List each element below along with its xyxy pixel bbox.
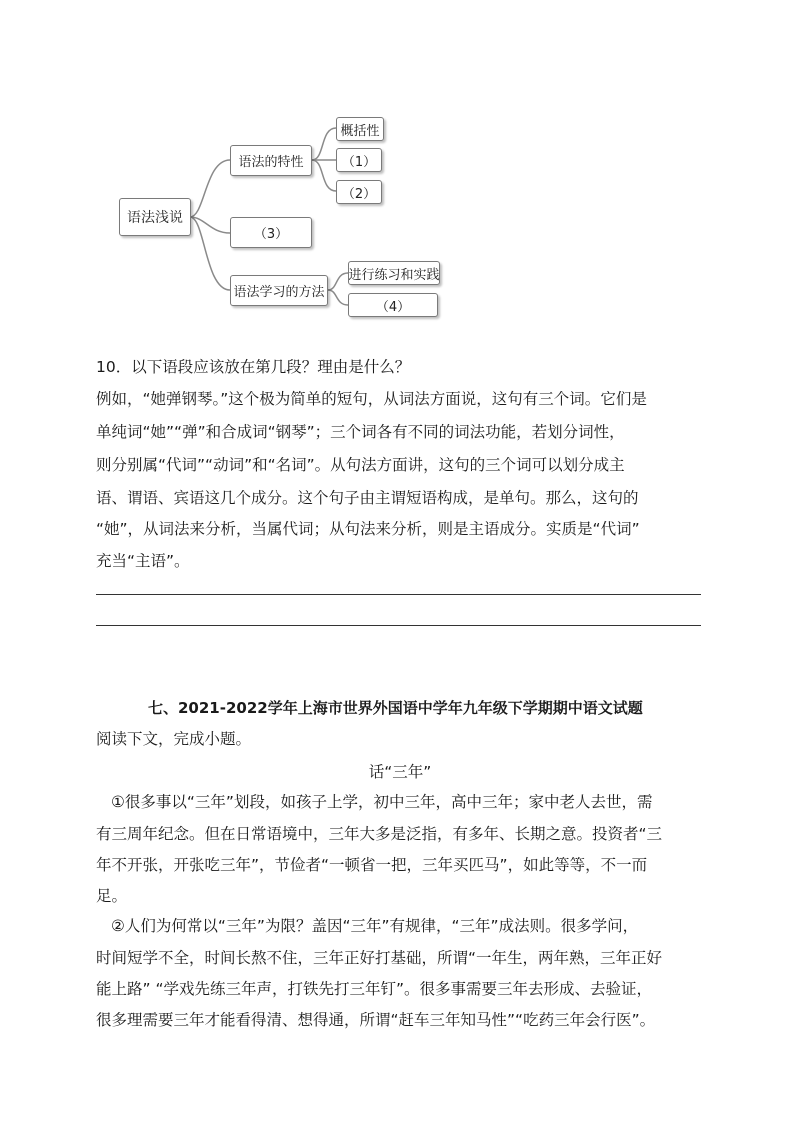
connector-root-branch1 [190, 160, 230, 217]
article-line: ②人们为何常以“三年”为限？盖因“三年”有规律，“三年”成法则。很多学问， [111, 917, 639, 935]
mindmap-branch2-node: （3） [230, 217, 312, 248]
connector-root-branch2 [190, 217, 230, 233]
mindmap-branch3-child-1: 进行练习和实践 [348, 261, 440, 285]
section-7-instruction: 阅读下文，完成小题。 [96, 730, 252, 748]
connector-b3-c1 [328, 273, 348, 290]
passage-line: 语、谓语、宾语这几个成分。这个句子由主谓短语构成，是单句。那么，这句的 [96, 489, 639, 507]
article-title: 话“三年” [368, 763, 432, 781]
answer-line-1 [96, 594, 701, 595]
connector-b1-c3 [312, 160, 336, 191]
connector-b1-c1 [312, 128, 336, 160]
article-line: 很多理需要三年才能看得清、想得通，所谓“赶车三年知马性”“吃药三年会行医”。 [96, 1011, 656, 1029]
question-10-prompt: 10．以下语段应该放在第几段？理由是什么？ [96, 358, 411, 376]
article-line: 能上路” “学戏先练三年声，打铁先打三年钉”。很多事需要三年去形成、去验证， [96, 980, 653, 998]
section-7-title: 七、2021-2022学年上海市世界外国语中学年九年级下学期期中语文试题 [148, 699, 643, 717]
answer-line-2 [96, 625, 701, 626]
mindmap-root-node: 语法浅说 [119, 198, 191, 236]
mindmap-branch1-child-3: （2） [336, 180, 382, 204]
mindmap-branch3-child-2: （4） [348, 293, 438, 317]
passage-line: 单纯词“她”“弹”和合成词“钢琴”；三个词各有不同的词法功能，若划分词性， [96, 423, 625, 441]
passage-line: “她”，从词法来分析，当属代词；从句法来分析，则是主语成分。实质是“代词” [96, 520, 640, 538]
mindmap-diagram [0, 0, 800, 340]
mindmap-branch1-child-2: （1） [336, 148, 382, 172]
passage-line: 则分别属“代词”“动词”和“名词”。从句法方面讲，这句的三个词可以划分成主 [96, 456, 625, 474]
mindmap-branch3-node: 语法学习的方法 [230, 275, 328, 306]
article-line: 足。 [96, 887, 128, 905]
connector-root-branch3 [190, 217, 230, 290]
mindmap-branch1-node: 语法的特性 [230, 145, 312, 176]
connector-b3-c2 [328, 290, 348, 305]
mindmap-branch1-child-1: 概括性 [336, 117, 384, 141]
passage-line: 例如，“她弹钢琴。”这个极为简单的短句，从词法方面说，这句有三个词。它们是 [96, 390, 647, 408]
article-line: 有三周年纪念。但在日常语境中，三年大多是泛指，有多年、长期之意。投资者“三 [96, 825, 663, 843]
mindmap-connectors [0, 0, 800, 340]
passage-line: 充当“主语”。 [96, 552, 190, 570]
article-line: 年不开张，开张吃三年”，节俭者“一顿省一把，三年买匹马”，如此等等，不一而 [96, 856, 648, 874]
article-line: ①很多事以“三年”划段，如孩子上学，初中三年，高中三年；家中老人去世，需 [111, 793, 653, 811]
article-line: 时间短学不全，时间长熬不住，三年正好打基础，所谓“一年生，两年熟，三年正好 [96, 949, 663, 967]
